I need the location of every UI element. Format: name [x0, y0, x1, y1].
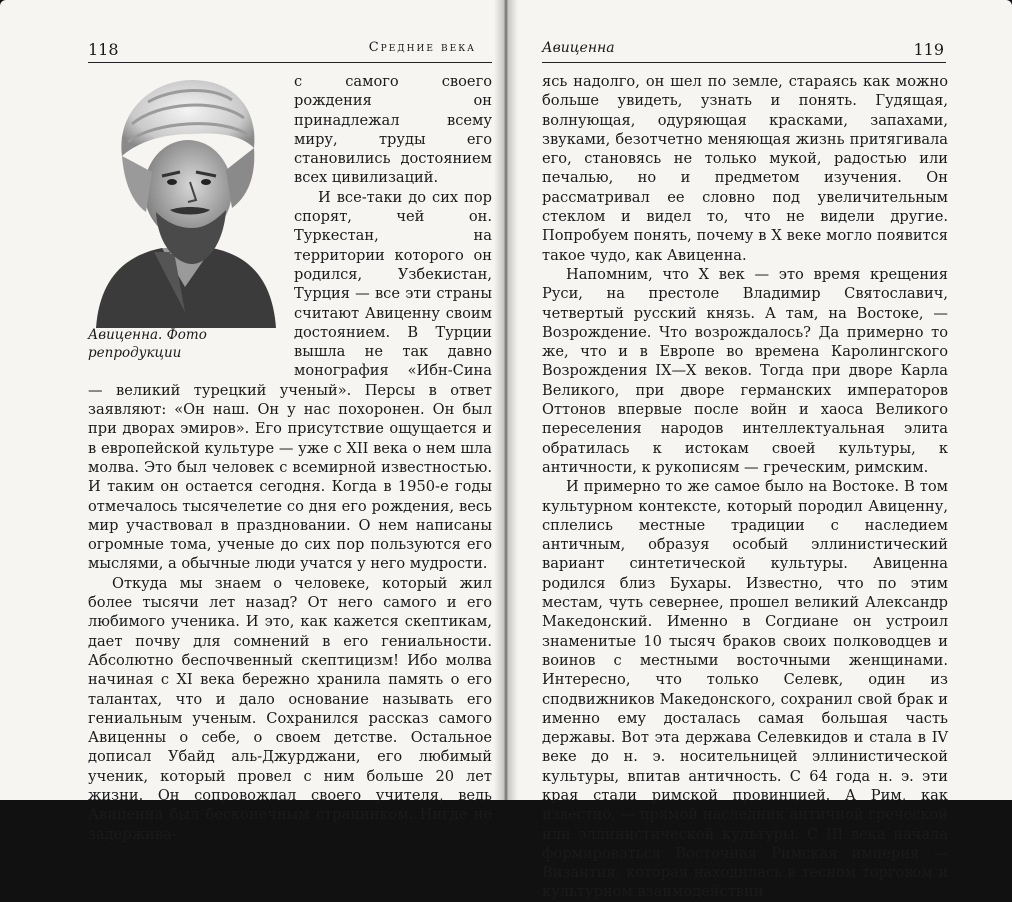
figure-caption: Авиценна. Фото репродукции — [88, 327, 207, 361]
right-page-header — [542, 40, 944, 62]
paragraph: с самого своего рождения он принадлежал всему миру, труды его становились достоянием всех цивилизаций. — [294, 73, 492, 187]
avicenna-portrait-image — [92, 72, 278, 328]
paragraph: Откуда мы знаем о человеке, который жил более тысячи лет назад? От него самого и его любимого ученика. И это, как кажется скептикам, дает почву для сомнений в его гениальности. Абсолютно беспочвенный скептицизм! Ибо молва начиная с XI века бережно хранила память о его талантах, что и дало основание называть его гениальным ученым. Сохранился рассказ самого Авиценны о себе, о своем детстве. Остальное дописал Убайд аль-Джурджани, его любимый ученик, который провел с ним больше 20 лет жизни. Он сопровождал своего учителя, ведь Авиценна был бесконечным странником. Нигде не задержива- — [88, 574, 492, 843]
left-page — [0, 0, 506, 843]
running-head-right: Авиценна — [542, 40, 615, 56]
page-number-left: 118 — [88, 40, 119, 59]
page-number-right: 119 — [913, 40, 944, 59]
paragraph: Напомним, что X век — это время крещения Руси, на престоле Владимир Святославич, четвертый русский князь. А там, на Востоке, — Возрождение. Что возрождалось? Да примерно то же, что и в Европе во времена Каролингского Возрождения IX—X веков. Тогда при дворе Карла Великого, при дворе германских императоров Оттонов впервые после войн и хаоса Великого переселения народов интеллектуальная элита обратилась к истокам своей культуры, к античности, к рукописям — греческим, римским. — [542, 265, 948, 476]
left-page-text — [88, 72, 492, 844]
running-head-left: Средние века — [368, 40, 476, 55]
paragraph: И примерно то же самое было на Востоке. В том культурном контексте, который породил Авиценну, сплелись местные традиции с наследием античным, образуя особый эллинистический вариант синтетической культуры. Авиценна родился близ Бухары. Известно, что по этим местам, чуть севернее, прошел великий Александр Македонский. Именно в Согдиане он устроил знаменитые 10 тысяч браков своих полководцев и воинов с местными восточными женщинами. Интересно, что только Селевк, один из сподвижников Македонского, сохранил свой брак и именно ему досталась самая большая часть державы. Вот эта держава Селевкидов и стала в IV веке до н. э. носительницей эллинистической культуры, впитав античность. С 64 года н. э. эти края стали римской провинцией. А Рим, как известно, — прямой наследник античной греческой или эллинистической культуры. С III века начала формироваться Восточная Римская империя — Византия, которая находилась в тесном торговом и культурном взаимодействии — [542, 478, 948, 901]
left-page-header — [88, 40, 490, 62]
avicenna-figure — [88, 72, 286, 362]
header-rule-left — [88, 62, 492, 63]
right-page-text — [542, 72, 948, 902]
paragraph: И все-таки до сих пор спорят, чей он. Туркестан, на территории которого он родился, Узбекистан, Турция — все эти страны считают Авиценну своим достоянием. В Турции вышла не так давно монография «Ибн-Сина — великий турецкий ученый». Персы в ответ заявляют: «Он наш. Он у нас похоронен. Он был при дворах эмиров». Его присутствие ощущается и в европейской культуре — уже с XII века о нем шла молва. Это был человек с всемирной известностью. И таким он остается сегодня. Когда в 1950-е годы отмечалось тысячелетие со дня его рождения, весь мир участвовал в праздновании. О нем написаны огромные тома, ученые до сих пор пользуются его мыслями, а обычные люди учатся у него мудрости. — [88, 188, 492, 573]
right-page — [506, 0, 1012, 901]
header-rule-right — [542, 62, 946, 63]
paragraph: ясь надолго, он шел по земле, стараясь как можно больше увидеть, узнать и понять. Гудящая, волнующая, одуряющая красками, запахами, звуками, безотчетно меняющая жизнь притягивала его, становясь не только мукой, радостью или печалью, но и предметом изучения. Он рассматривал ее словно под увеличительным стеклом и видел то, что не видели другие. Попробуем понять, почему в X веке могло появится такое чудо, как Авиценна. — [542, 73, 948, 264]
